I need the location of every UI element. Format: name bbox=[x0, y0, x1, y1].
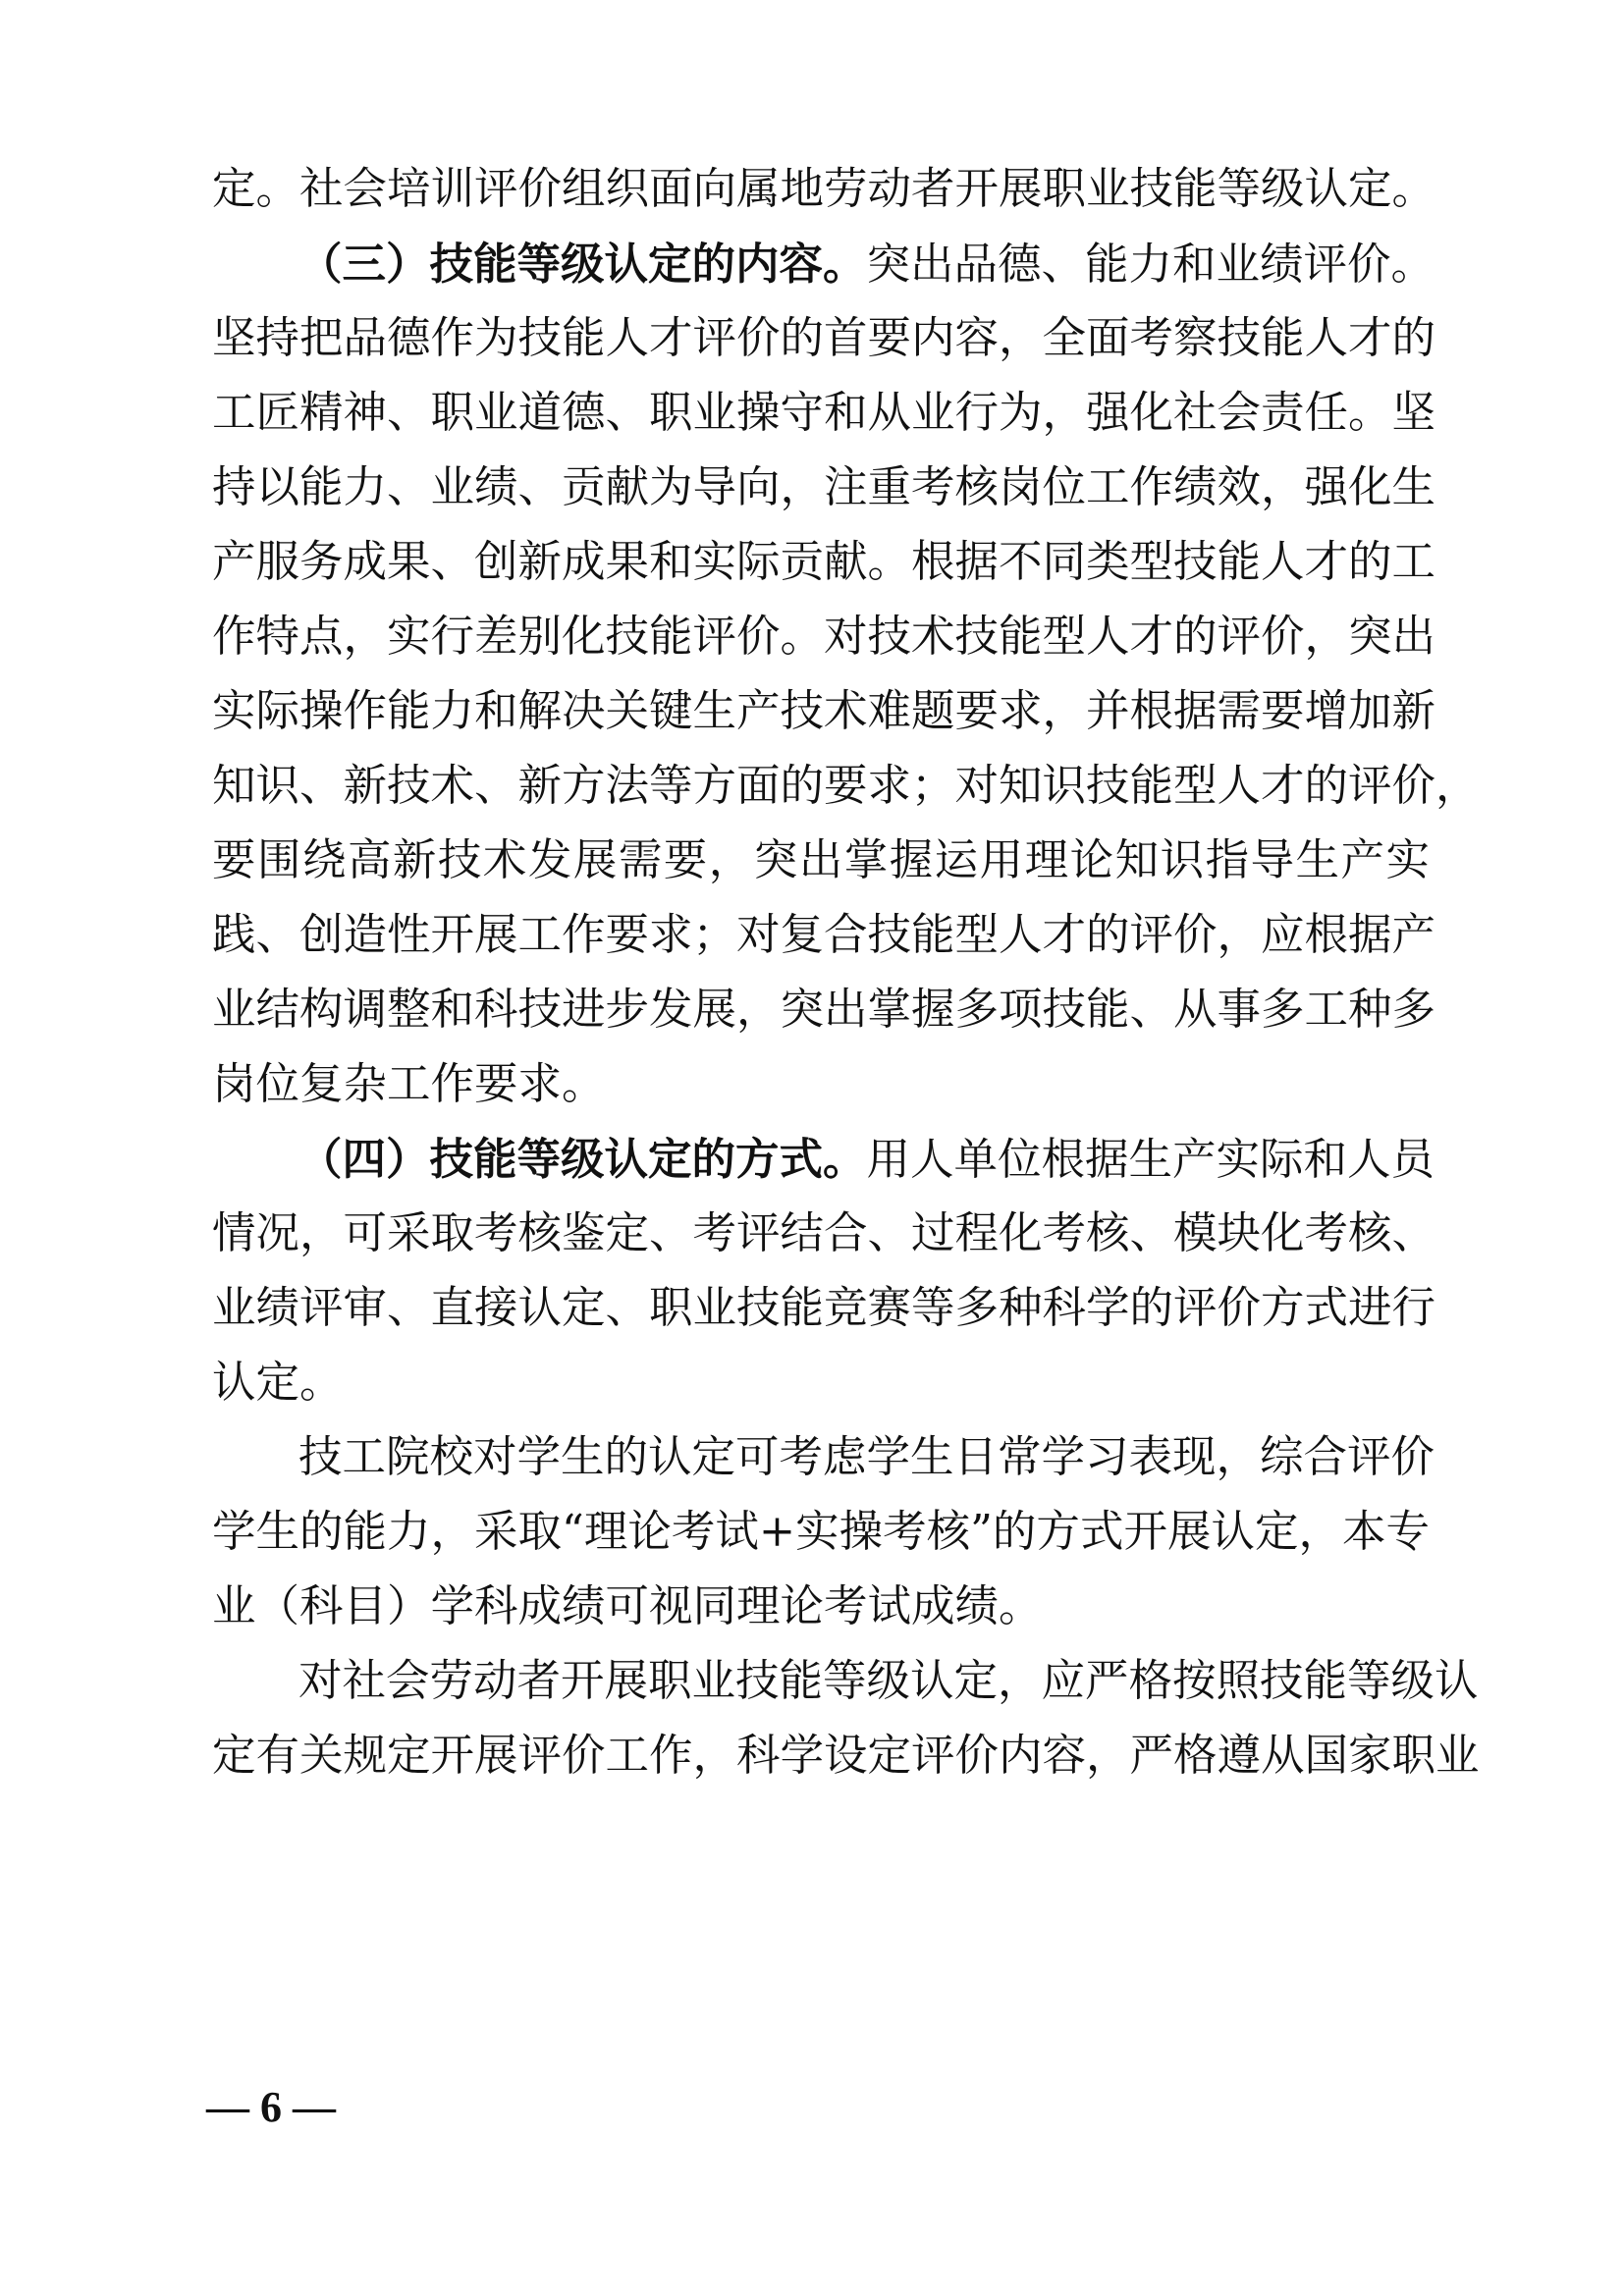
paragraph-line: 岗位复杂工作要求。 bbox=[212, 1059, 606, 1109]
paragraph-line: 业结构调整和科技进步发展，突出掌握多项技能、从事多工种多 bbox=[212, 985, 1436, 1035]
paragraph-line: 业（科目）学科成绩可视同理论考试成绩。 bbox=[212, 1581, 1043, 1631]
paragraph-line: 技工院校对学生的认定可考虑学生日常学习表现，综合评价 bbox=[298, 1432, 1435, 1482]
section-heading-line: （四）技能等级认定的方式。用人单位根据生产实际和人员 bbox=[298, 1134, 1435, 1185]
paragraph-line: 对社会劳动者开展职业技能等级认定，应严格按照技能等级认 bbox=[298, 1656, 1479, 1706]
paragraph-line: 作特点，实行差别化技能评价。对技术技能型人才的评价，突出 bbox=[212, 612, 1436, 662]
paragraph-line: 坚持把品德作为技能人才评价的首要内容，全面考察技能人才的 bbox=[212, 313, 1436, 363]
section-heading: （三）技能等级认定的内容。 bbox=[298, 239, 867, 290]
paragraph-line: 知识、新技术、新方法等方面的要求；对知识技能型人才的评价， bbox=[212, 761, 1480, 811]
paragraph-line: 践、创造性开展工作要求；对复合技能型人才的评价，应根据产 bbox=[212, 910, 1436, 960]
paragraph-line: 学生的能力，采取“理论考试+实操考核”的方式开展认定，本专 bbox=[212, 1507, 1430, 1557]
paragraph-line: 工匠精神、职业道德、职业操守和从业行为，强化社会责任。坚 bbox=[212, 388, 1436, 438]
section-heading-line: （三）技能等级认定的内容。突出品德、能力和业绩评价。 bbox=[298, 239, 1435, 290]
page-number: — 6 — bbox=[206, 2083, 336, 2131]
paragraph-line: 产服务成果、创新成果和实际贡献。根据不同类型技能人才的工 bbox=[212, 537, 1436, 587]
paragraph-line: 定。社会培训评价组织面向属地劳动者开展职业技能等级认定。 bbox=[212, 164, 1436, 214]
paragraph-line: 要围绕高新技术发展需要，突出掌握运用理论知识指导生产实 bbox=[212, 835, 1430, 885]
paragraph-line: 业绩评审、直接认定、职业技能竞赛等多种科学的评价方式进行 bbox=[212, 1283, 1436, 1333]
paragraph-line: 定有关规定开展评价工作，科学设定评价内容，严格遵从国家职业 bbox=[212, 1731, 1480, 1781]
paragraph-line: 认定。 bbox=[212, 1358, 344, 1408]
paragraph-line: 持以能力、业绩、贡献为导向，注重考核岗位工作绩效，强化生 bbox=[212, 462, 1436, 512]
paragraph-line: 情况，可采取考核鉴定、考评结合、过程化考核、模块化考核、 bbox=[212, 1208, 1436, 1258]
paragraph-line: 实际操作能力和解决关键生产技术难题要求，并根据需要增加新 bbox=[212, 686, 1436, 736]
section-heading: （四）技能等级认定的方式。 bbox=[298, 1134, 867, 1185]
